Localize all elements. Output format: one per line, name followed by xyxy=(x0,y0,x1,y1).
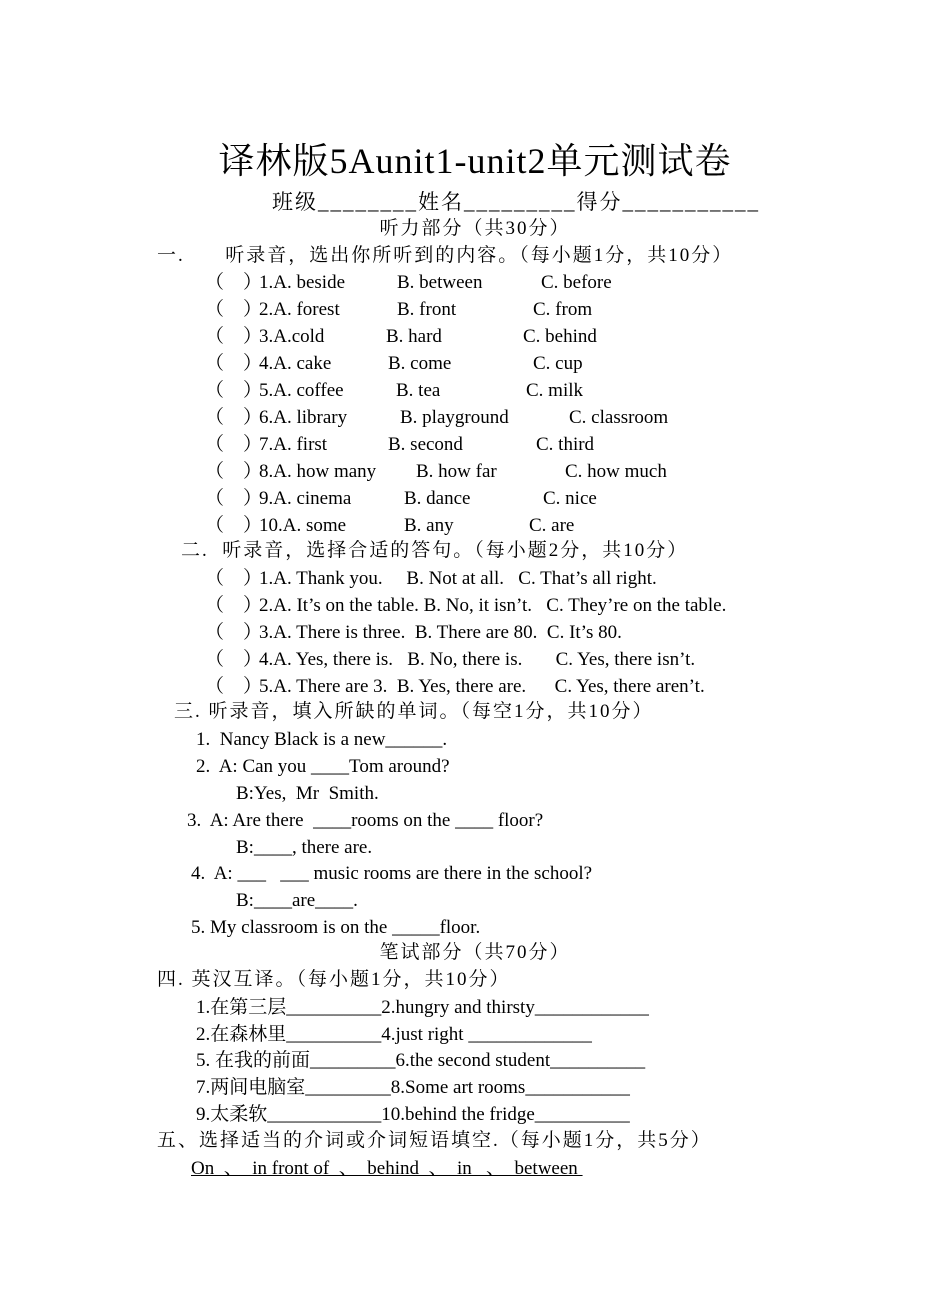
word-bank: On 、 in front of 、 behind 、 in 、 between xyxy=(191,1158,583,1179)
translation-line: 2.在森林里__________4.just right _____________ xyxy=(196,1024,592,1045)
answer-bracket[interactable]: （ ） xyxy=(205,299,263,320)
fill-in-line: 1. Nancy Black is a new______. xyxy=(196,729,448,750)
section5-heading: 五、选择适当的介词或介词短语填空.（每小题1分，共5分） xyxy=(157,1130,712,1151)
option-c: C. third xyxy=(536,434,595,455)
answer-bracket[interactable]: （ ） xyxy=(205,676,263,697)
fill-in-line: 4. A: ___ ___ music rooms are there in the school? xyxy=(191,863,593,884)
option-c: C. from xyxy=(533,299,593,320)
fill-in-line: B:____are____. xyxy=(236,890,358,911)
option-c: C. nice xyxy=(543,488,597,509)
fill-in-line: 5. My classroom is on the _____floor. xyxy=(191,917,481,938)
option-c: C. cup xyxy=(533,353,583,374)
answer-bracket[interactable]: （ ） xyxy=(205,568,263,589)
option-a: 1.A. beside xyxy=(259,272,346,293)
translation-line: 5. 在我的前面_________6.the second student__________ xyxy=(196,1050,646,1071)
page-title: 译林版5Aunit1-unit2单元测试卷 xyxy=(218,141,732,181)
section3-heading: 三. 听录音，填入所缺的单词。（每空1分，共10分） xyxy=(174,701,654,722)
question-options: 4.A. Yes, there is. B. No, there is. C. Yes, there isn’t. xyxy=(259,649,696,670)
option-b: B. how far xyxy=(416,461,497,482)
student-info-line: 班级________姓名_________得分___________ xyxy=(272,190,760,214)
answer-bracket[interactable]: （ ） xyxy=(205,622,263,643)
option-b: B. come xyxy=(388,353,452,374)
question-options: 5.A. There are 3. B. Yes, there are. C. Yes, there aren’t. xyxy=(259,676,705,697)
answer-bracket[interactable]: （ ） xyxy=(205,380,263,401)
option-b: B. second xyxy=(388,434,463,455)
translation-line: 9.太柔软____________10.behind the fridge__________ xyxy=(196,1104,630,1125)
answer-bracket[interactable]: （ ） xyxy=(205,488,263,509)
question-options: 3.A. There is three. B. There are 80. C. It’s 80. xyxy=(259,622,622,643)
answer-bracket[interactable]: （ ） xyxy=(205,272,263,293)
listening-section-header: 听力部分（共30分） xyxy=(379,218,571,239)
option-b: B. any xyxy=(404,515,454,536)
fill-in-line: B:Yes, Mr Smith. xyxy=(236,783,379,804)
option-a: 2.A. forest xyxy=(259,299,340,320)
question-options: 1.A. Thank you. B. Not at all. C. That’s all right. xyxy=(259,568,657,589)
fill-in-line: 2. A: Can you ____Tom around? xyxy=(196,756,450,777)
option-c: C. before xyxy=(541,272,612,293)
option-a: 10.A. some xyxy=(259,515,347,536)
answer-bracket[interactable]: （ ） xyxy=(205,326,263,347)
option-a: 5.A. coffee xyxy=(259,380,344,401)
answer-bracket[interactable]: （ ） xyxy=(205,515,263,536)
option-a: 3.A.cold xyxy=(259,326,325,347)
option-b: B. dance xyxy=(404,488,471,509)
option-b: B. tea xyxy=(396,380,441,401)
option-a: 8.A. how many xyxy=(259,461,377,482)
option-b: B. front xyxy=(397,299,457,320)
option-a: 9.A. cinema xyxy=(259,488,352,509)
option-a: 7.A. first xyxy=(259,434,328,455)
section4-heading: 四. 英汉互译。（每小题1分，共10分） xyxy=(157,969,511,990)
option-c: C. are xyxy=(529,515,575,536)
answer-bracket[interactable]: （ ） xyxy=(205,595,263,616)
option-a: 4.A. cake xyxy=(259,353,332,374)
answer-bracket[interactable]: （ ） xyxy=(205,407,263,428)
translation-line: 1.在第三层__________2.hungry and thirsty____________ xyxy=(196,997,649,1018)
option-b: B. hard xyxy=(386,326,442,347)
answer-bracket[interactable]: （ ） xyxy=(205,434,263,455)
section2-heading: 二. 听录音，选择合适的答句。（每小题2分，共10分） xyxy=(181,540,689,561)
option-c: C. how much xyxy=(565,461,667,482)
fill-in-line: B:____, there are. xyxy=(236,837,373,858)
writing-section-header: 笔试部分（共70分） xyxy=(379,942,571,963)
translation-line: 7.两间电脑室_________8.Some art rooms___________ xyxy=(196,1077,630,1098)
answer-bracket[interactable]: （ ） xyxy=(205,353,263,374)
option-c: C. milk xyxy=(526,380,584,401)
section1-heading: 一. 听录音，选出你所听到的内容。（每小题1分，共10分） xyxy=(157,245,734,266)
option-c: C. classroom xyxy=(569,407,669,428)
option-b: B. between xyxy=(397,272,483,293)
option-c: C. behind xyxy=(523,326,597,347)
option-b: B. playground xyxy=(400,407,509,428)
option-a: 6.A. library xyxy=(259,407,348,428)
question-options: 2.A. It’s on the table. B. No, it isn’t. C. They’re on the table. xyxy=(259,595,727,616)
answer-bracket[interactable]: （ ） xyxy=(205,649,263,670)
answer-bracket[interactable]: （ ） xyxy=(205,461,263,482)
fill-in-line: 3. A: Are there ____rooms on the ____ floor? xyxy=(187,810,544,831)
